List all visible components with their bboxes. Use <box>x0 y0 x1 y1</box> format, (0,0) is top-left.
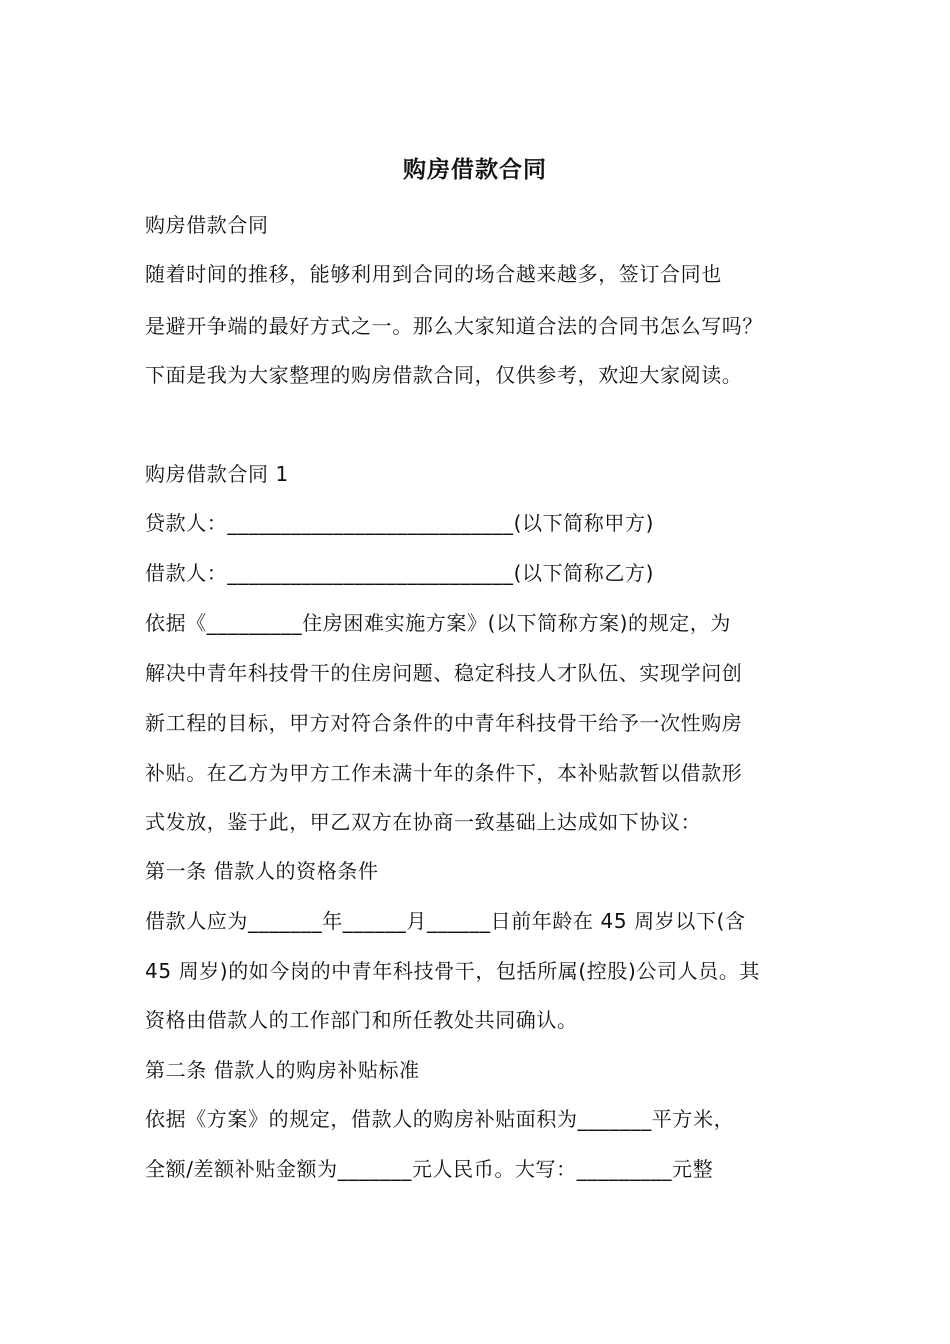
preamble-line-1: 依据《_________住房困难实施方案》(以下简称方案)的规定，为 <box>145 611 732 635</box>
article-1-line-1: 借款人应为_______年______月______日前年龄在 45 周岁以下(含 <box>145 909 746 933</box>
subtitle-line: 购房借款合同 <box>145 213 269 237</box>
article-2-line-2: 全额/差额补贴金额为_______元人民币。大写：_________元整 <box>145 1157 714 1181</box>
lender-line: 贷款人：___________________________(以下简称甲方) <box>145 511 655 535</box>
preamble-line-3: 新工程的目标，甲方对符合条件的中青年科技骨干给予一次性购房 <box>145 711 743 735</box>
intro-line-2: 是避开争端的最好方式之一。那么大家知道合法的合同书怎么写吗？ <box>145 314 763 338</box>
document-title: 购房借款合同 <box>403 157 547 183</box>
article-2-heading: 第二条 借款人的购房补贴标准 <box>145 1058 420 1082</box>
contract-heading: 购房借款合同 1 <box>145 462 289 486</box>
article-1-heading: 第一条 借款人的资格条件 <box>145 859 379 883</box>
borrower-line: 借款人：___________________________(以下简称乙方) <box>145 561 655 585</box>
intro-line-3: 下面是我为大家整理的购房借款合同，仅供参考，欢迎大家阅读。 <box>145 363 743 387</box>
preamble-line-2: 解决中青年科技骨干的住房问题、稳定科技人才队伍、实现学问创 <box>145 661 743 685</box>
article-2-line-1: 依据《方案》的规定，借款人的购房补贴面积为_______平方米， <box>145 1107 735 1131</box>
preamble-line-5: 式发放，鉴于此，甲乙双方在协商一致基础上达成如下协议： <box>145 810 702 834</box>
intro-line-1: 随着时间的推移，能够利用到合同的场合越来越多，签订合同也 <box>145 262 722 286</box>
article-1-line-2: 45 周岁)的如今岗的中青年科技骨干，包括所属(控股)公司人员。其 <box>145 959 761 983</box>
preamble-line-4: 补贴。在乙方为甲方工作未满十年的条件下，本补贴款暂以借款形 <box>145 761 743 785</box>
article-1-line-3: 资格由借款人的工作部门和所任教处共同确认。 <box>145 1008 578 1032</box>
